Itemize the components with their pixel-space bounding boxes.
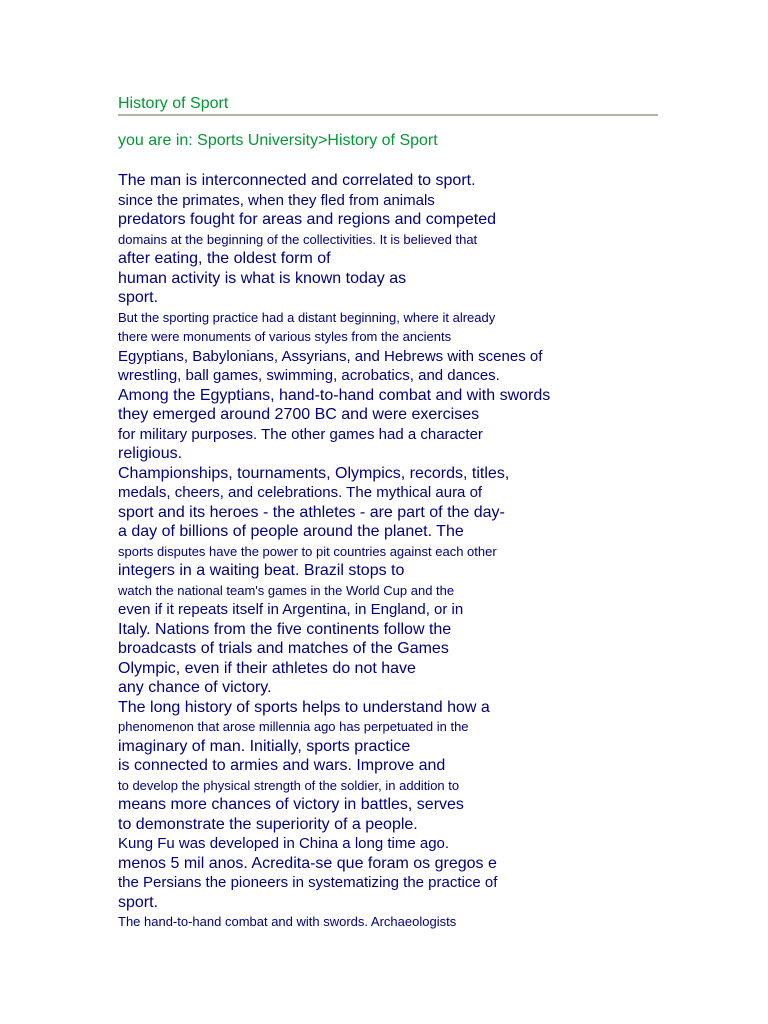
body-line: they emerged around 2700 BC and were exercises	[118, 406, 480, 423]
body-line: medals, cheers, and celebrations. The mythical aura of	[118, 484, 483, 501]
body-line: human activity is what is known today as	[118, 269, 407, 287]
body-line: sport and its heroes - the athletes - are part of the day-	[118, 503, 505, 521]
body-line: domains at the beginning of the collectivities. It is believed that	[118, 231, 478, 247]
body-line: Italy. Nations from the five continents follow the	[118, 620, 452, 638]
body-line: broadcasts of trials and matches of the Games	[118, 640, 449, 657]
body-line: there were monuments of various styles from the ancients	[118, 329, 452, 344]
body-line: Egyptians, Babylonians, Assyrians, and Hebrews with scenes of	[118, 347, 543, 365]
body-line: even if it repeats itself in Argentina, in England, or in	[118, 601, 464, 618]
body-line: menos 5 mil anos. Acredita-se que foram os gregos e	[118, 854, 497, 872]
body-line: a day of billions of people around the planet. The	[118, 523, 464, 540]
body-line: after eating, the oldest form of	[118, 250, 331, 267]
body-line: any chance of victory.	[118, 679, 272, 696]
body-line: sports disputes have the power to pit countries against each other	[118, 543, 497, 559]
body-line: sport.	[118, 893, 159, 911]
body-line: phenomenon that arose millennia ago has perpetuated in the	[118, 719, 469, 734]
body-line: integers in a waiting beat. Brazil stops to	[118, 562, 405, 579]
body-line: to demonstrate the superiority of a people.	[118, 815, 418, 833]
body-line: Olympic, even if their athletes do not have	[118, 659, 416, 677]
body-line: to develop the physical strength of the soldier, in addition to	[118, 777, 460, 793]
body-line: since the primates, when they fled from animals	[118, 191, 435, 209]
body-line: sport.	[118, 289, 159, 306]
body-line: The hand-to-hand combat and with swords. Archaeologists	[118, 914, 457, 929]
body-line: religious.	[118, 445, 183, 462]
body-line: Among the Egyptians, hand-to-hand combat and with swords	[118, 386, 551, 404]
body-line: the Persians the pioneers in systematizing the practice of	[118, 874, 498, 891]
body-line: imaginary of man. Initially, sports practice	[118, 737, 411, 755]
body-line: Kung Fu was developed in China a long time ago.	[118, 835, 450, 852]
body-line: The man is interconnected and correlated to sport.	[118, 172, 476, 189]
breadcrumb: you are in: Sports University>History of Sport	[118, 132, 438, 149]
body-line: Championships, tournaments, Olympics, records, titles,	[118, 464, 510, 482]
body-line: for military purposes. The other games had a character	[118, 425, 483, 443]
body-line: predators fought for areas and regions and competed	[118, 211, 497, 228]
body-line: The long history of sports helps to understand how a	[118, 698, 490, 716]
body-line: means more chances of victory in battles, serves	[118, 796, 464, 813]
body-line: is connected to armies and wars. Improve and	[118, 757, 446, 774]
title-divider	[118, 114, 658, 116]
body-line: watch the national team's games in the World Cup and the	[118, 582, 455, 598]
body-line: But the sporting practice had a distant beginning, where it already	[118, 309, 496, 325]
body-line: wrestling, ball games, swimming, acrobatics, and dances.	[118, 367, 500, 384]
page-title: History of Sport	[118, 95, 229, 112]
article-body	[118, 171, 678, 932]
